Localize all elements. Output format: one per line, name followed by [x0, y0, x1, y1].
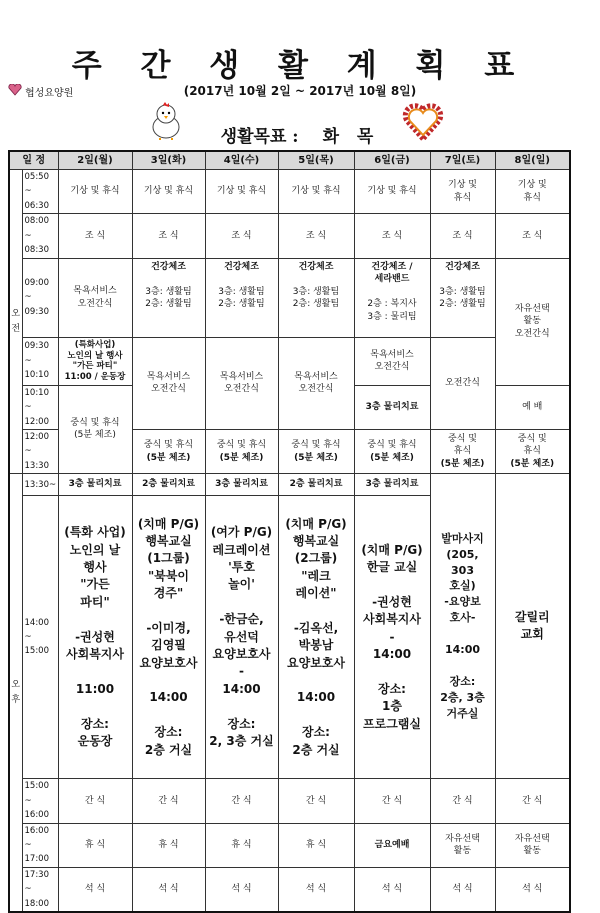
cell: 기상 및 휴식	[430, 170, 495, 214]
time-cell: 10:10 ~ 12:00	[22, 385, 58, 429]
cell: 오전간식	[430, 337, 495, 429]
time-cell: 09:30 ~ 10:10	[22, 337, 58, 385]
cell: 석 식	[205, 867, 278, 912]
cell: 목욕서비스 오전간식	[58, 258, 132, 337]
cell: (치매 P/G) 행복교실 (2그룹) "레크 레이션" -김옥선, 박봉남 요양보호사 14:00 장소: 2층 거실	[278, 496, 354, 779]
cell: 발마사지 (205, 303 호실) -요양보 호사- 14:00 장소: 2층, 3층 거주실	[430, 474, 495, 779]
cell-detail: (5분 체조)	[294, 452, 338, 463]
cell-title: 중식 및 휴식	[291, 440, 341, 450]
cell: 3층 물리치료	[205, 474, 278, 496]
cell: 휴 식	[278, 823, 354, 867]
cell-detail: 3층: 생활팀 2층: 생활팀	[439, 286, 486, 310]
goal-value: 화 목	[322, 127, 380, 147]
cell: 기상 및 휴식	[495, 170, 570, 214]
weekly-schedule-table	[8, 150, 571, 913]
cell: 자유선택 활동	[430, 823, 495, 867]
cell-title: 중식 및 휴식	[143, 440, 194, 450]
cell	[430, 429, 495, 473]
cell	[205, 258, 278, 337]
cell: 조 식	[430, 214, 495, 258]
time-cell: 13:30~	[22, 474, 58, 496]
cell-detail: 2층 : 복지사 3층 : 물리팀	[367, 299, 417, 322]
header-row	[9, 151, 570, 170]
cell	[495, 429, 570, 473]
time-cell: 09:00 ~ 09:30	[22, 258, 58, 337]
header-mon: 2일(월)	[58, 151, 132, 170]
cell: 자유선택 활동	[495, 823, 570, 867]
header-fri: 6일(금)	[354, 151, 430, 170]
cell-title: 건강체조	[445, 261, 480, 272]
cell-title: 건강체조	[224, 261, 259, 272]
cell-detail: (5분 체조)	[219, 452, 264, 463]
cell: 2층 물리치료	[132, 474, 205, 496]
row-bath	[9, 337, 570, 385]
cell	[278, 429, 354, 473]
cell: 간 식	[495, 779, 570, 823]
cell: 조 식	[58, 214, 132, 258]
cell: 석 식	[430, 867, 495, 912]
row-wake	[9, 170, 570, 214]
cell: 간 식	[205, 779, 278, 823]
header-sun: 8일(일)	[495, 151, 570, 170]
cell: 간 식	[132, 779, 205, 823]
cell-title: 중식 및 휴식	[367, 440, 417, 450]
cell-detail: 3층: 생활팀 2층: 생활팀	[218, 286, 265, 310]
cell-title: 중식 및 휴식	[216, 440, 267, 450]
cell: 휴 식	[205, 823, 278, 867]
cell: 기상 및 휴식	[132, 170, 205, 214]
cell-detail: (5분 체조)	[146, 452, 191, 463]
section-am: 오 전	[9, 170, 22, 474]
heart-wreath-icon	[402, 101, 444, 147]
cell	[354, 429, 430, 473]
cell: 자유선택 활동 오전간식	[495, 258, 570, 385]
time-cell: 17:30 ~ 18:00	[22, 867, 58, 912]
header-wed: 4일(수)	[205, 151, 278, 170]
cell: 2층 물리치료	[278, 474, 354, 496]
row-rest	[9, 823, 570, 867]
life-goal	[0, 122, 600, 147]
cell-detail: (5분 체조)	[370, 452, 414, 463]
cell	[354, 258, 430, 337]
time-cell: 12:00 ~ 13:30	[22, 429, 58, 473]
cell: 갈릴리 교회	[495, 474, 570, 779]
row-morning-program	[9, 258, 570, 337]
cell: 간 식	[278, 779, 354, 823]
row-dinner	[9, 867, 570, 912]
cell: 3층 물리치료	[354, 385, 430, 429]
cell-title: 중식 및 휴식	[517, 433, 547, 457]
cell: (치매 P/G) 행복교실 (1그룹) "북북이 경주" -이미경, 김영필 요양보호사 14:00 장소: 2층 거실	[132, 496, 205, 779]
cell: 석 식	[132, 867, 205, 912]
cell: 기상 및 휴식	[354, 170, 430, 214]
cell: 예 배	[495, 385, 570, 429]
cell: 휴 식	[58, 823, 132, 867]
cell: 기상 및 휴식	[205, 170, 278, 214]
cell: 간 식	[354, 779, 430, 823]
cell-title: 건강체조	[151, 261, 186, 272]
cell: (여가 P/G) 레크레이션 '투호 놀이' -한금순, 유선덕 요양보호사 - 14:00 장소: 2, 3층 거실	[205, 496, 278, 779]
cell: 중식 및 휴식 (5분 체조)	[58, 385, 132, 474]
cell: 조 식	[354, 214, 430, 258]
time-cell: 05:50 ~ 06:30	[22, 170, 58, 214]
cell: 조 식	[278, 214, 354, 258]
cell: 목욕서비스 오전간식	[132, 337, 205, 429]
cell: 석 식	[495, 867, 570, 912]
cell: 석 식	[354, 867, 430, 912]
row-physio	[9, 474, 570, 496]
cell: 3층 물리치료	[58, 474, 132, 496]
cell-detail: (5분 체조)	[510, 458, 555, 469]
cell	[430, 258, 495, 337]
section-pm: 오 후	[9, 474, 22, 912]
cell	[205, 429, 278, 473]
cell: 목욕서비스 오전간식	[205, 337, 278, 429]
cell-title: 중식 및 휴식	[448, 433, 477, 457]
cell: 조 식	[132, 214, 205, 258]
row-snack	[9, 779, 570, 823]
org-label: 협성요양원	[25, 88, 74, 99]
time-cell: 16:00 ~ 17:00	[22, 823, 58, 867]
cell: 3층 물리치료	[354, 474, 430, 496]
cell: 조 식	[495, 214, 570, 258]
cell: (특화사업) 노인의 날 행사 "가든 파티" 11:00 / 운동장	[58, 337, 132, 385]
cell: 휴 식	[132, 823, 205, 867]
cell	[278, 258, 354, 337]
cell: 조 식	[205, 214, 278, 258]
time-cell: 15:00 ~ 16:00	[22, 779, 58, 823]
time-cell: 08:00 ~ 08:30	[22, 214, 58, 258]
cell: 금요예배	[354, 823, 430, 867]
cell: (치매 P/G) 한글 교실 -권성현 사회복지사 - 14:00 장소: 1층 프로그램실	[354, 496, 430, 779]
row-breakfast	[9, 214, 570, 258]
cell: 기상 및 휴식	[58, 170, 132, 214]
cell-title: 건강체조	[298, 261, 334, 272]
cell: 목욕서비스 오전간식	[278, 337, 354, 429]
cell: 간 식	[58, 779, 132, 823]
header-tue: 3일(화)	[132, 151, 205, 170]
cell-detail: (5분 체조)	[440, 458, 485, 469]
cell	[132, 258, 205, 337]
header-sat: 7일(토)	[430, 151, 495, 170]
cell-title: 건강체조 / 세라밴드	[371, 261, 413, 285]
cell: 석 식	[278, 867, 354, 912]
cell: 간 식	[430, 779, 495, 823]
time-cell: 14:00 ~ 15:00	[22, 496, 58, 779]
header-schedule: 일 정	[9, 151, 58, 170]
cell-detail: 3층: 생활팀 2층: 생활팀	[145, 286, 192, 310]
cell: (특화 사업) 노인의 날 행사 "가든 파티" -권성현 사회복지사 11:00 장소: 운동장	[58, 496, 132, 779]
page-title: 주 간 생 활 계 획 표	[71, 48, 529, 84]
goal-label: 생활목표 :	[220, 127, 299, 147]
header-thu: 5일(목)	[278, 151, 354, 170]
cell-detail: 3층: 생활팀 2층: 생활팀	[292, 286, 340, 310]
cell: 석 식	[58, 867, 132, 912]
period: (2017년 10월 2일 ~ 2017년 10월 8일)	[183, 84, 417, 98]
cell: 기상 및 휴식	[278, 170, 354, 214]
cell: 목욕서비스 오전간식	[354, 337, 430, 385]
cell	[132, 429, 205, 473]
